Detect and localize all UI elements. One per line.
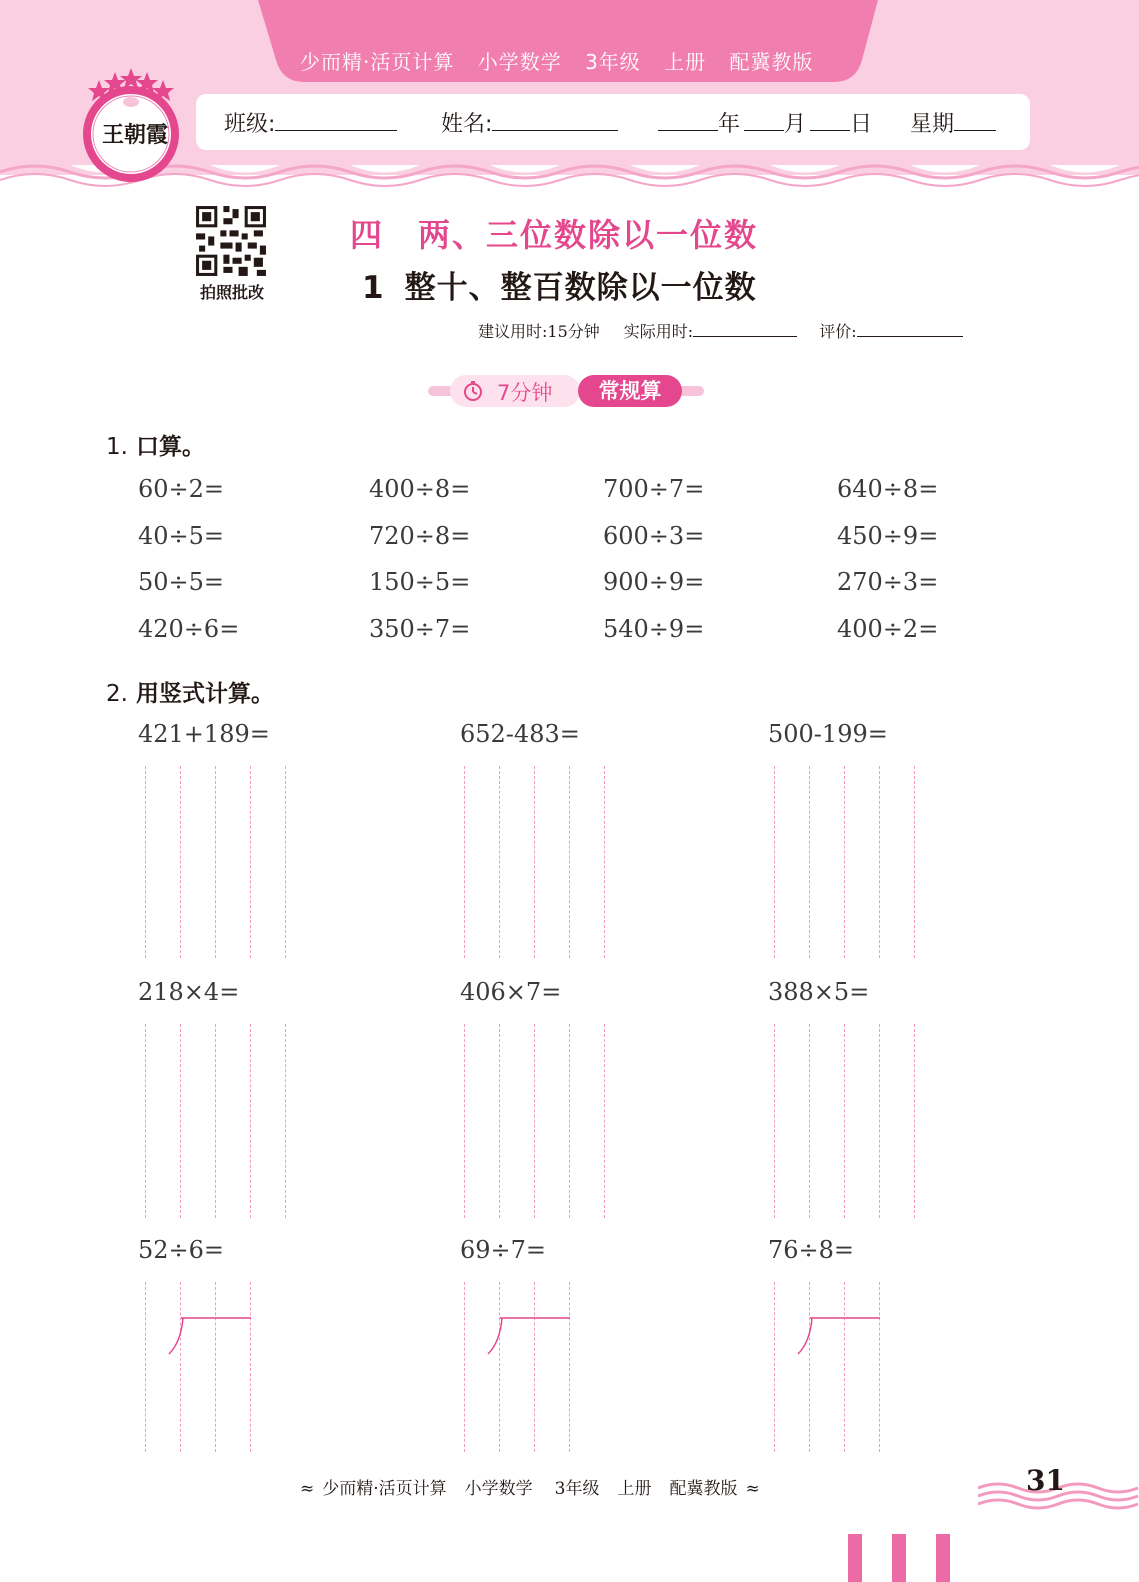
oral-problem[interactable]: 350÷7=	[369, 615, 471, 643]
footer-series-line	[300, 1474, 840, 1499]
oral-problem[interactable]: 40÷5=	[138, 522, 225, 550]
banner-series: 少而精·活页计算	[300, 50, 455, 74]
oral-problem[interactable]: 640÷8=	[837, 475, 939, 503]
oral-problem[interactable]: 400÷8=	[369, 475, 471, 503]
year-blank[interactable]	[658, 104, 718, 131]
work-grid[interactable]	[464, 1024, 624, 1218]
rating-blank[interactable]	[857, 316, 963, 337]
vertical-problem[interactable]: 218×4=	[138, 978, 240, 1006]
long-division-bracket	[165, 1312, 255, 1362]
footer-edition: 配冀教版	[669, 1479, 738, 1499]
oral-problem[interactable]: 270÷3=	[837, 568, 939, 596]
question-2-heading	[106, 675, 274, 708]
oral-problem[interactable]: 50÷5=	[138, 568, 225, 596]
long-division-bracket	[484, 1312, 574, 1362]
logo-text: 王朝霞	[101, 122, 168, 148]
student-info-row	[224, 104, 1024, 144]
work-grid[interactable]	[145, 766, 305, 958]
page-number: 31	[1026, 1464, 1065, 1497]
question-1-number: 1.	[106, 434, 128, 460]
unit-number: 四	[350, 216, 385, 254]
banner-volume: 上册	[664, 50, 707, 74]
unit-name: 两、三位数除以一位数	[418, 216, 759, 254]
vertical-problem[interactable]: 421+189=	[138, 720, 270, 748]
vertical-problem[interactable]: 500-199=	[768, 720, 888, 748]
section-time: 7分钟	[497, 381, 553, 405]
qr-caption: 拍照批改	[199, 283, 264, 302]
class-blank[interactable]	[275, 104, 397, 131]
footer-series: 少而精·活页计算	[322, 1479, 447, 1499]
lesson-number: 1	[362, 270, 385, 306]
month-blank[interactable]	[744, 104, 784, 131]
oral-problem[interactable]: 400÷2=	[837, 615, 939, 643]
class-field[interactable]	[224, 104, 397, 145]
suggested-time-value: 15分钟	[547, 322, 600, 341]
oral-problem[interactable]: 60÷2=	[138, 475, 225, 503]
day-label: 日	[850, 112, 873, 137]
weekday-label: 星期	[910, 112, 955, 137]
suggested-time-label: 建议用时:	[478, 322, 548, 341]
banner-grade: 3年级	[585, 50, 641, 74]
month-label: 月	[784, 112, 807, 137]
lesson-name: 整十、整百数除以一位数	[404, 270, 757, 306]
day-blank[interactable]	[810, 104, 850, 131]
vertical-problem[interactable]: 388×5=	[768, 978, 870, 1006]
footer-volume: 上册	[617, 1479, 652, 1499]
banner-subject: 小学数学	[477, 50, 562, 74]
actual-time-label: 实际用时:	[623, 322, 694, 341]
work-grid[interactable]	[774, 766, 934, 958]
oral-problem[interactable]: 450÷9=	[837, 522, 939, 550]
division-work-grid[interactable]	[145, 1282, 305, 1452]
stopwatch-icon	[462, 380, 484, 402]
class-label: 班级:	[224, 112, 276, 137]
vertical-problem[interactable]: 69÷7=	[460, 1236, 547, 1264]
lesson-title	[362, 262, 757, 307]
vertical-problem[interactable]: 52÷6=	[138, 1236, 225, 1264]
rating-label: 评价:	[819, 322, 857, 341]
year-label: 年	[718, 112, 741, 137]
header-banner	[300, 44, 860, 80]
long-division-bracket	[794, 1312, 884, 1362]
work-grid[interactable]	[774, 1024, 934, 1218]
name-label: 姓名:	[441, 112, 493, 137]
actual-time-blank[interactable]	[693, 316, 797, 337]
vertical-problem[interactable]: 406×7=	[460, 978, 562, 1006]
oral-problem[interactable]: 150÷5=	[369, 568, 471, 596]
oral-problem[interactable]: 900÷9=	[603, 568, 705, 596]
time-meta-row	[478, 316, 963, 342]
footer-subject: 小学数学	[464, 1479, 533, 1499]
oral-problem[interactable]: 540÷9=	[603, 615, 705, 643]
footer-grade: 3年级	[554, 1479, 600, 1499]
section-label: 常规算	[578, 375, 682, 407]
banner-edition: 配冀教版	[729, 50, 814, 74]
date-field[interactable]	[658, 104, 872, 145]
unit-title	[350, 210, 758, 256]
question-1-title: 口算。	[135, 434, 205, 460]
division-work-grid[interactable]	[774, 1282, 934, 1452]
qr-code-icon[interactable]	[193, 203, 269, 279]
name-blank[interactable]	[492, 104, 618, 131]
name-field[interactable]	[441, 104, 618, 145]
wave-icon: ≈	[745, 1479, 760, 1499]
wave-icon: ≈	[300, 1479, 315, 1499]
work-grid[interactable]	[464, 766, 624, 958]
oral-problem[interactable]: 420÷6=	[138, 615, 240, 643]
division-work-grid[interactable]	[464, 1282, 624, 1452]
work-grid[interactable]	[145, 1024, 305, 1218]
oral-problem[interactable]: 600÷3=	[603, 522, 705, 550]
weekday-blank[interactable]	[954, 104, 996, 131]
vertical-problem[interactable]: 652-483=	[460, 720, 580, 748]
oral-problem[interactable]: 720÷8=	[369, 522, 471, 550]
question-2-title: 用竖式计算。	[135, 681, 274, 707]
vertical-problem[interactable]: 76÷8=	[768, 1236, 855, 1264]
question-1-heading	[106, 428, 205, 461]
weekday-field[interactable]	[910, 104, 996, 145]
oral-problem[interactable]: 700÷7=	[603, 475, 705, 503]
question-2-number: 2.	[106, 681, 128, 707]
